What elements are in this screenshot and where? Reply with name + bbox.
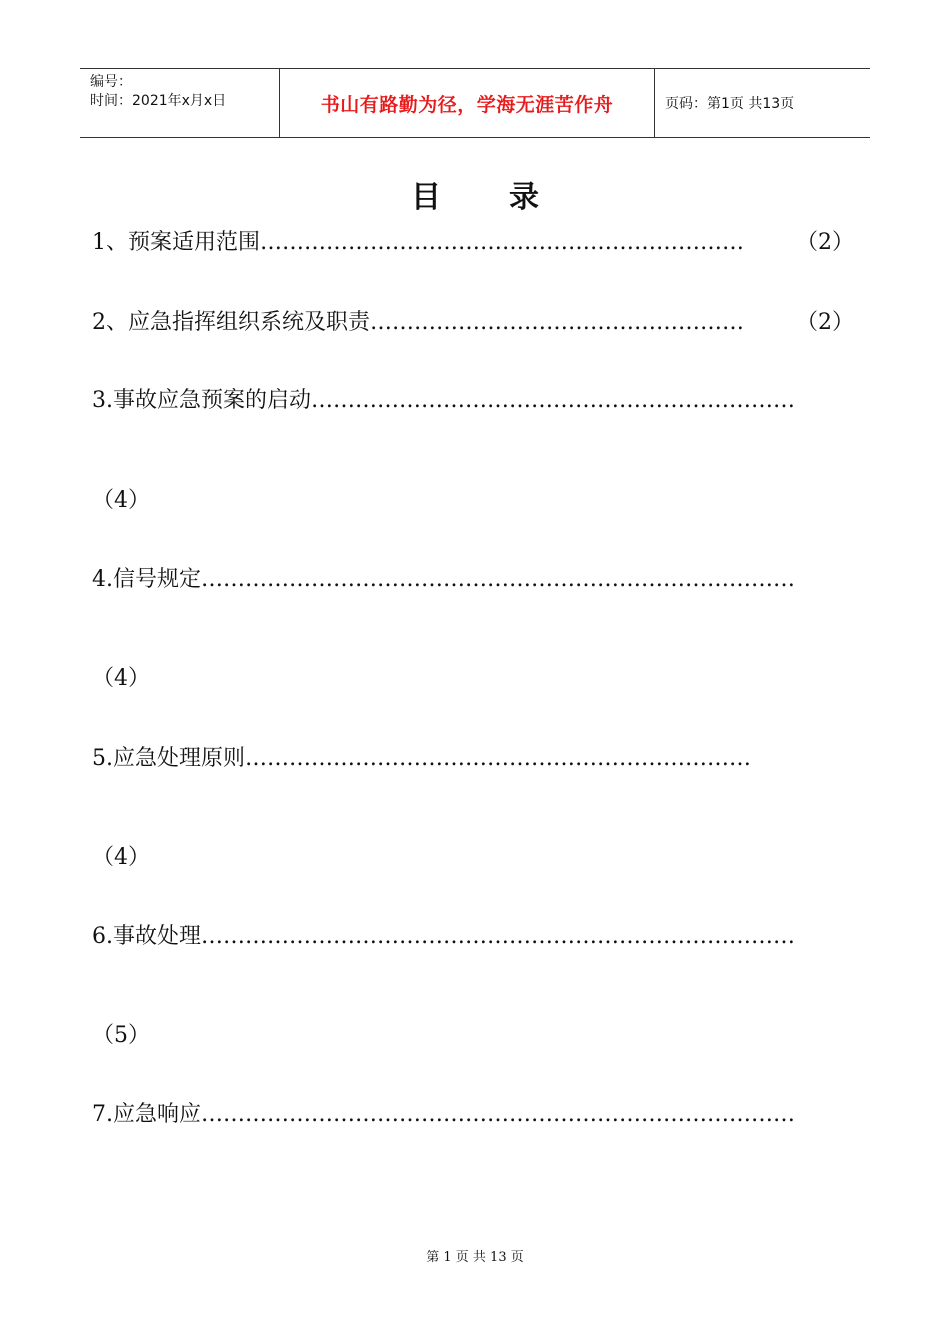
toc-item-3[interactable] — [92, 386, 795, 416]
toc-item-5[interactable] — [92, 744, 751, 774]
page-title: 目录 — [411, 180, 607, 215]
toc-item-dots: ……………………………………………………………………… — [201, 567, 795, 592]
toc-item-dots: ………………………………………………………… — [311, 388, 795, 413]
toc-item-1-page: （2） — [796, 230, 854, 255]
toc-item-text: 3.事故应急预案的启动 — [92, 388, 311, 413]
toc-item-dots: ……………………………………………………………………… — [201, 924, 795, 949]
toc-item-text: 5.应急处理原则 — [92, 746, 245, 771]
toc-item-text: 7.应急响应 — [92, 1102, 201, 1127]
toc-item-text: 6.事故处理 — [92, 924, 201, 949]
toc-item-dots: ………………………………………………………… — [260, 230, 744, 255]
toc-item-4-page: （4） — [92, 666, 150, 691]
toc-item-dots: ……………………………………………………………………… — [201, 1102, 795, 1127]
toc-item-6-page: （5） — [92, 1023, 150, 1048]
toc-item-4[interactable] — [92, 565, 795, 595]
toc-item-dots: …………………………………………… — [370, 310, 744, 335]
toc-item-6[interactable] — [92, 922, 795, 952]
header-meta — [80, 69, 280, 137]
number-label: 编号： — [90, 74, 132, 90]
page-footer: 第 1 页 共 13 页 — [426, 1250, 524, 1265]
toc-item-text: 1、预案适用范围 — [92, 230, 260, 255]
toc-item-5-page: （4） — [92, 845, 150, 870]
time-label: 时间：2021年x月x日 — [90, 93, 227, 109]
toc-item-2-page: （2） — [796, 310, 854, 335]
toc-item-text: 4.信号规定 — [92, 567, 201, 592]
toc-item-dots: …………………………………………………………… — [245, 746, 751, 771]
header-page-info: 页码：第1页 共13页 — [665, 96, 795, 112]
toc-item-3-page: （4） — [92, 488, 150, 513]
toc-item-1[interactable] — [92, 228, 744, 258]
toc-item-7[interactable] — [92, 1100, 795, 1130]
toc-item-2[interactable] — [92, 308, 744, 338]
header-motto: 书山有路勤为径，学海无涯苦作舟 — [280, 69, 655, 137]
toc-item-text: 2、应急指挥组织系统及职责 — [92, 310, 370, 335]
document-header — [80, 68, 870, 138]
